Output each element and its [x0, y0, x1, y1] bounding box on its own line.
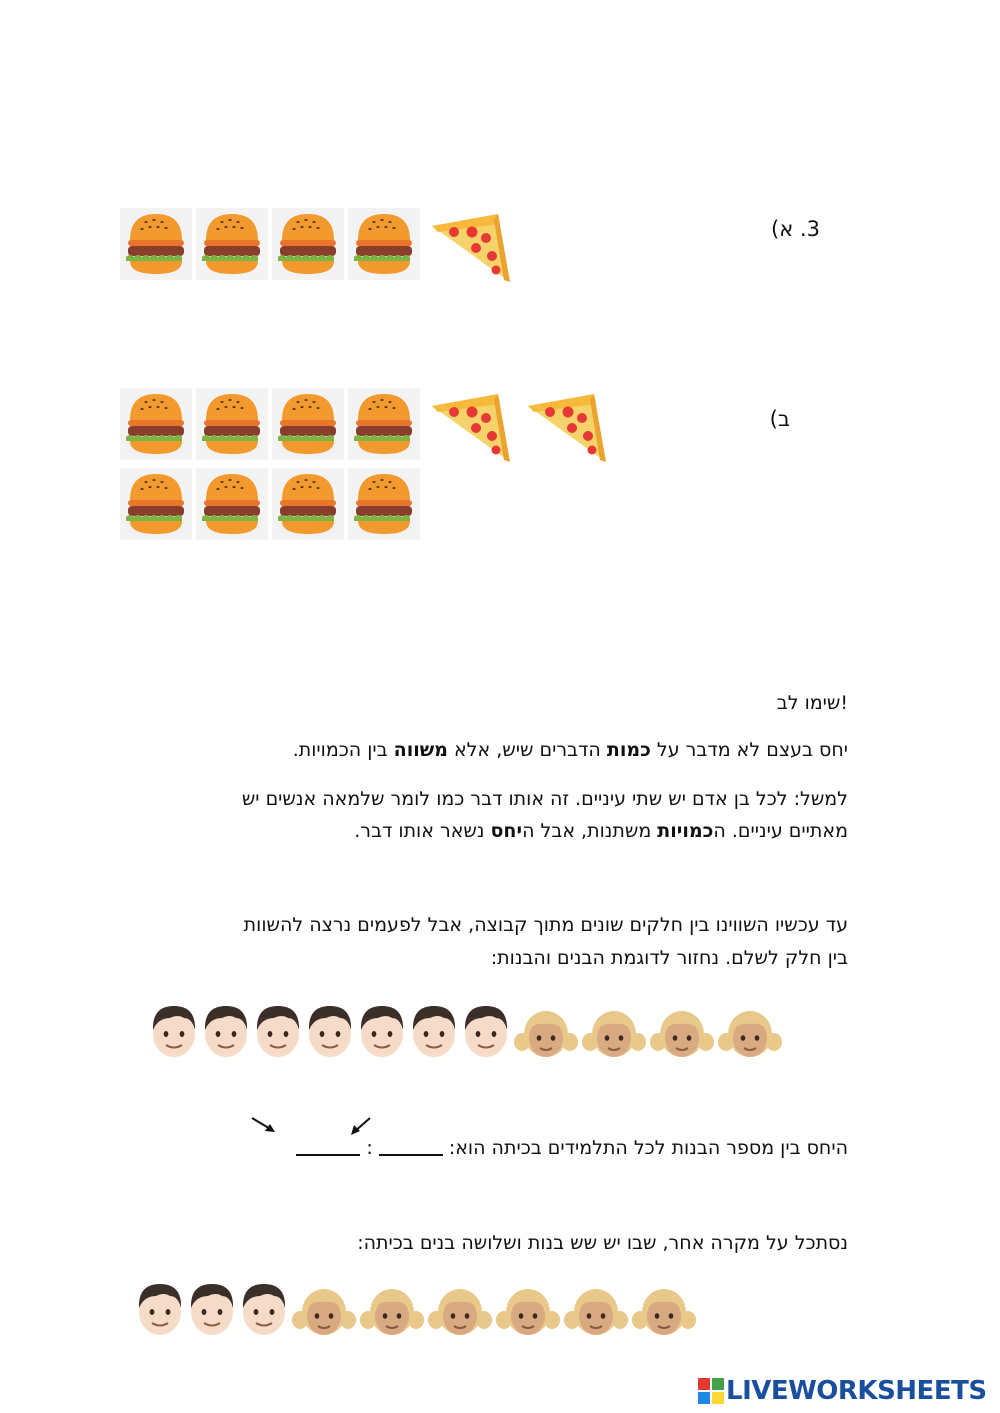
boy-icon	[148, 1000, 200, 1060]
burger-icon	[120, 208, 192, 280]
boy-icon	[186, 1278, 238, 1338]
intro-line-1: עד עכשיו השווינו בין חלקים שונים מתוך קבוצה, אבל לפעמים נרצה להשוות	[243, 914, 848, 936]
note-title: !שימו לב	[776, 692, 848, 714]
burger-icon	[196, 468, 268, 540]
arrow-left-icon	[252, 1118, 275, 1132]
note-p1-bold-quantity: כמות	[606, 739, 651, 761]
pizza-icon	[520, 388, 612, 468]
burger-icon	[272, 388, 344, 460]
note-p1-text-3: בין הכמויות.	[292, 739, 394, 761]
burger-icon	[348, 388, 420, 460]
note-p2-text-3: נשאר אותו דבר.	[354, 820, 491, 842]
ratio-answer-girls-input[interactable]	[379, 1134, 443, 1156]
burger-icon	[196, 208, 268, 280]
note-p2-text-1: מאתיים עיניים. ה	[713, 820, 848, 842]
case2-text: נסתכל על מקרה אחר, שבו יש שש בנות ושלושה בנים בכיתה:	[357, 1232, 848, 1254]
food-row-b2	[120, 468, 420, 540]
girl-icon	[358, 1278, 426, 1338]
boy-icon	[238, 1278, 290, 1338]
pizza-icon	[424, 208, 516, 288]
food-row-a	[120, 208, 516, 288]
boy-icon	[200, 1000, 252, 1060]
class1-people-row	[148, 1000, 784, 1060]
ratio-question	[208, 1133, 848, 1163]
note-p2-bold-ratio: יחס	[490, 820, 523, 842]
ratio-question-text: היחס בין מספר הבנות לכל התלמידים בכיתה הוא:	[448, 1137, 848, 1159]
boy-icon	[408, 1000, 460, 1060]
note-paragraph-2-line-2	[148, 816, 848, 846]
food-row-b1	[120, 388, 612, 468]
pizza-icon	[424, 388, 516, 468]
girl-icon	[290, 1278, 358, 1338]
exercise-label-b: ב)	[769, 407, 790, 431]
note-paragraph-1	[148, 735, 848, 765]
girl-icon	[716, 1000, 784, 1060]
note-p1-bold-compares: משווה	[393, 739, 448, 761]
burger-icon	[120, 468, 192, 540]
girl-icon	[494, 1278, 562, 1338]
ratio-answer-total-input[interactable]	[296, 1134, 360, 1156]
boy-icon	[460, 1000, 512, 1060]
ratio-separator: :	[366, 1137, 373, 1159]
boy-icon	[134, 1278, 186, 1338]
burger-icon	[120, 388, 192, 460]
note-p2-text-2: משתנות, אבל ה	[522, 820, 658, 842]
girl-icon	[630, 1278, 698, 1338]
exercise-label-a: 3. א)	[771, 217, 820, 241]
girl-icon	[512, 1000, 580, 1060]
boy-icon	[252, 1000, 304, 1060]
boy-icon	[356, 1000, 408, 1060]
liveworksheets-logo	[698, 1376, 987, 1406]
note-p2-bold-quantities: כמויות	[657, 820, 714, 842]
note-p1-text-1: יחס בעצם לא מדבר על	[650, 739, 848, 761]
intro-line-2: בין חלק לשלם. נחזור לדוגמת הבנים והבנות:	[490, 947, 848, 969]
girl-icon	[426, 1278, 494, 1338]
brand-text: LIVEWORKSHEETS	[726, 1376, 987, 1406]
note-p1-text-2: הדברים שיש, אלא	[447, 739, 607, 761]
girl-icon	[648, 1000, 716, 1060]
boy-icon	[304, 1000, 356, 1060]
burger-icon	[348, 208, 420, 280]
burger-icon	[196, 388, 268, 460]
class2-people-row	[134, 1278, 698, 1338]
burger-icon	[272, 468, 344, 540]
burger-icon	[348, 468, 420, 540]
girl-icon	[562, 1278, 630, 1338]
note-paragraph-2-line-1: למשל: לכל בן אדם יש שתי עיניים. זה אותו דבר כמו לומר שלמאה אנשים יש	[241, 788, 848, 810]
girl-icon	[580, 1000, 648, 1060]
logo-blocks-icon	[698, 1378, 724, 1404]
burger-icon	[272, 208, 344, 280]
